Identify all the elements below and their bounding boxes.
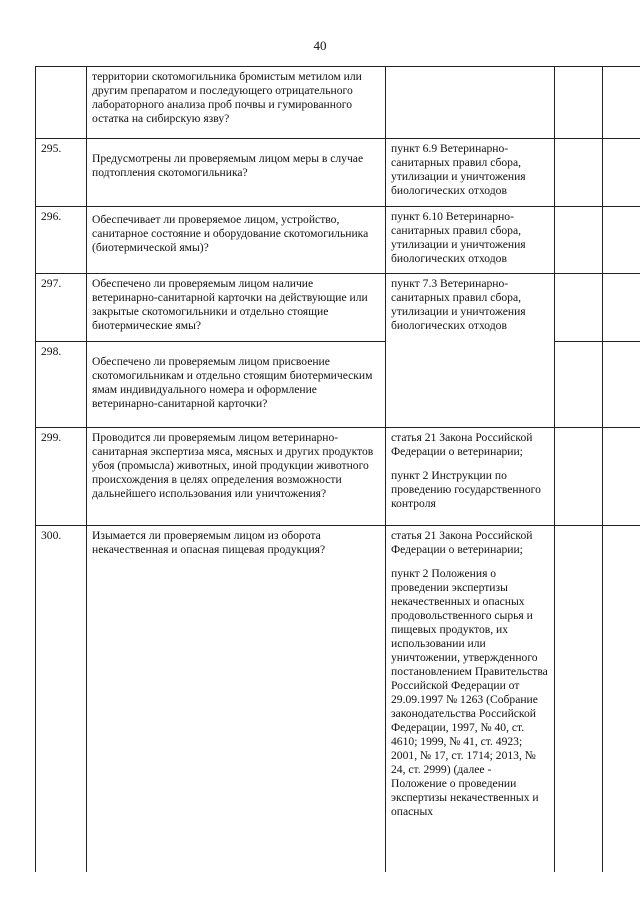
table-row [36, 207, 640, 274]
row-question: Обеспечивает ли проверяемое лицом, устройство, санитарное состояние и оборудование скотомогильника (биотермической ямы)? [92, 213, 369, 254]
row-question: Изымается ли проверяемым лицом из оборота некачественная и опасная пищевая продукция? [87, 526, 386, 872]
table-row [36, 67, 640, 139]
row-reference: пункт 7.3 Ветеринарно-санитарных правил сбора, утилизации и уничтожения биологических отходов [386, 274, 555, 428]
answer-yes-cell[interactable] [555, 139, 603, 207]
row-question: территории скотомогильника бромистым метилом или другим препаратом и последующего отрицательного лабораторного анализа проб почвы и гумированного остатка на сибирскую язву? [87, 67, 386, 139]
answer-yes-cell[interactable] [555, 67, 603, 139]
row-reference: статья 21 Закона Российской Федерации о ветеринарии; [391, 431, 533, 458]
table-row [36, 428, 640, 526]
row-question: Проводится ли проверяемым лицом ветеринарно-санитарная экспертиза мяса, мясных и других продуктов убоя (промысла) животных, иной продукции животного происхождения в целях определения возможности дальнейшего использования или уничтожения? [87, 428, 386, 526]
row-number: 299. [36, 428, 87, 526]
row-reference-extra: пункт 2 Инструкции по проведению государственного контроля [391, 469, 541, 510]
row-number [36, 67, 87, 139]
row-question: Обеспечено ли проверяемым лицом наличие ветеринарно-санитарной карточки на действующие или закрытые скотомогильники и отдельно стоящие биотермические ямы? [87, 274, 386, 342]
page-number: 40 [313, 38, 327, 53]
row-reference-extra: пункт 2 Положения о проведении экспертизы некачественных и опасных продовольственного сырья и пищевых продуктов, их использовании или уничтожении, утвержденного постановлением Правительства Российской Федерации от 29.09.1997 № 1263 (Собрание законодательства Российской Федерации, 1997, № 40, ст. 4610; 1999, № 41, ст. 4923; 2001, № 17, ст. 1714; 2013, № 24, ст. 2999) (далее - Положение о проведении экспертизы некачественных и опасных [391, 567, 548, 818]
row-reference [386, 67, 555, 139]
answer-yes-cell[interactable] [555, 526, 603, 872]
answer-no-cell[interactable] [603, 342, 640, 428]
table-row [36, 274, 640, 342]
table-row [36, 526, 640, 872]
row-reference: пункт 6.9 Ветеринарно-санитарных правил сбора, утилизации и уничтожения биологических отходов [386, 139, 555, 207]
answer-no-cell[interactable] [603, 428, 640, 526]
row-reference: пункт 6.10 Ветеринарно-санитарных правил сбора, утилизации и уничтожения биологических отходов [386, 207, 555, 274]
answer-yes-cell[interactable] [555, 274, 603, 342]
row-number: 298. [36, 342, 87, 428]
answer-yes-cell[interactable] [555, 342, 603, 428]
answer-no-cell[interactable] [603, 526, 640, 872]
row-question: Предусмотрены ли проверяемым лицом меры в случае подтопления скотомогильника? [92, 152, 364, 179]
answer-no-cell[interactable] [603, 67, 640, 139]
table-row [36, 139, 640, 207]
answer-no-cell[interactable] [603, 139, 640, 207]
row-number: 297. [36, 274, 87, 342]
row-question: Обеспечено ли проверяемым лицом присвоение скотомогильникам и отдельно стоящим биотермическим ямам индивидуального номера и оформление ветеринарно-санитарной карточки? [92, 355, 373, 410]
answer-yes-cell[interactable] [555, 428, 603, 526]
row-number: 300. [36, 526, 87, 872]
checklist-table [35, 66, 640, 872]
answer-no-cell[interactable] [603, 274, 640, 342]
answer-no-cell[interactable] [603, 207, 640, 274]
row-number: 296. [36, 207, 87, 274]
answer-yes-cell[interactable] [555, 207, 603, 274]
row-reference: статья 21 Закона Российской Федерации о ветеринарии; [391, 529, 533, 556]
row-number: 295. [36, 139, 87, 207]
